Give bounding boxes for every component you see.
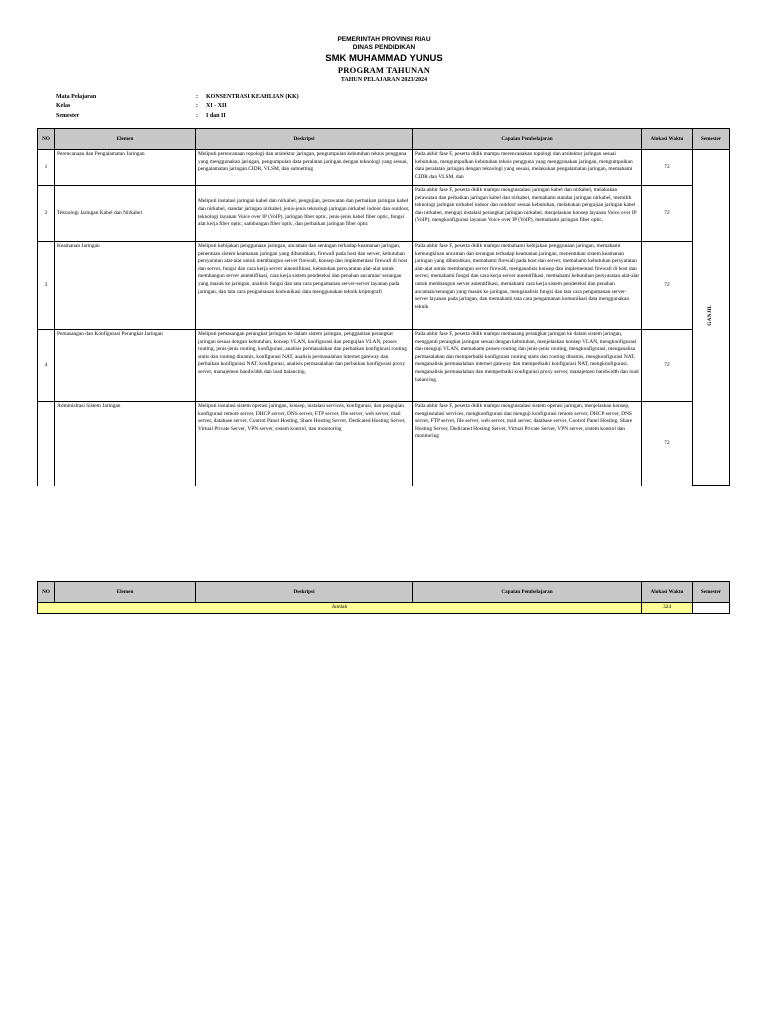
meta-row-semester xyxy=(56,111,299,121)
document-meta xyxy=(56,92,299,121)
row-capaian: Pada akhir fase F, peserta didik mampu memasang perangkat jaringan ke dalam sistem jaringan, mengganti perangkat jaringan sesuai dengan kebutuhan, menjelaskan konsep VLAN, mengkonfigurasi dan menguji VLAN, memahami proses routing dan jenis-jenis routing, mengkonfigurasi, menganalisa permasalahan dan memperbaiki konfigurasi routing statis dan routing dinamis, mengkonfigurasi NAT, menganalisis permasalahan internet gateway dan memperbaiki konfigurasi NAT, mengkonfigurasi, menganalisis permasalahan dan memperbaiki konfigurasi proxy server, manajemen bandwidth dan load balancing. xyxy=(413,330,642,402)
office-name: DINAS PENDIDIKAN xyxy=(352,44,416,51)
column-header-capaian: Capaian Pembelajaran xyxy=(413,129,642,150)
table-row xyxy=(38,150,730,186)
column-header-alokasi: Alokasi Waktu xyxy=(642,582,693,603)
table-row xyxy=(38,402,730,486)
column-header-deskripsi: Deskripsi xyxy=(196,129,413,150)
row-number: 4 xyxy=(38,330,55,402)
row-alokasi: 72 xyxy=(642,242,693,330)
table-header-row xyxy=(38,582,730,603)
government-name: PEMERINTAH PROVINSI RIAU xyxy=(337,36,431,43)
table-row xyxy=(38,186,730,242)
row-number: 3 xyxy=(38,242,55,330)
meta-value: I dan II xyxy=(206,112,226,119)
meta-label: Semester xyxy=(56,112,80,119)
row-capaian: Pada akhir fase F, peserta didik mampu merencanakan topologi dan arsitektur jaringan sesuai kebutuhan, mengumpulkan kebutuhan teknis pengguna yang menggunakan jaringan, mengumpulkan data peralatan jaringan dengan teknologi yang sesuai, melakukan pengalamatan jaringan, memahami CIDR dan VLSM, dan xyxy=(413,150,642,186)
row-deskripsi: Meliputi pemasangan perangkat jaringan ke dalam sistem jaringan, penggantian perangkat jaringan sesuai dengan kebutuhan, konsep VLAN, konfigurasi dan pengujian VLAN, proses routing, jenis-jenis routing, konfigurasi, analisis permasalahan dan perbaikan konfigurasi routing statis dan routing dinamis, konfigurasi NAT, analisis permasalahan internet gateway dan perbaikan konfigurasi NAT, konfigurasi, analisis permasalahan dan perbaikan konfigurasi proxy server, manajemen bandwidth dan load balancing. xyxy=(196,330,413,402)
row-deskripsi: Meliputi instalasi sistem operasi jaringan, konsep, instalasi services, konfigurasi, dan pengujian konfigurasi remote server, DHCP server, DNS server, FTP server, file server, web server, mail server, database server, Control Panel Hosting, Share Hosting Server, Dedicated Hosting Server, Virtual Private Server, VPN server, sistem kontrol, dan monitoring xyxy=(196,402,413,486)
meta-colon: : xyxy=(196,93,198,100)
column-header-semester: Semester xyxy=(693,129,730,150)
document-title: PROGRAM TAHUNAN xyxy=(337,65,431,75)
column-header-capaian: Capaian Pembelajaran xyxy=(413,582,642,603)
table-header-row xyxy=(38,129,730,150)
row-elemen: Teknologi Jaringan Kabel dan Nirkabel xyxy=(55,186,196,242)
meta-row-subject xyxy=(56,92,299,102)
academic-year: TAHUN PELAJARAN 2023/2024 xyxy=(340,77,428,83)
meta-value: XI - XII xyxy=(206,103,227,110)
column-header-elemen: Elemen xyxy=(55,582,196,603)
row-elemen: Perencanaan dan Pengalamatan Jaringan xyxy=(55,150,196,186)
row-elemen: Keamanan Jaringan xyxy=(55,242,196,330)
summary-semester-blank xyxy=(693,603,730,614)
column-header-no: NO xyxy=(38,582,55,603)
program-table xyxy=(37,128,730,486)
row-alokasi: 72 xyxy=(642,402,693,486)
meta-value: KONSENTRASI KEAHLIAN (KK) xyxy=(206,93,299,100)
row-number: 1 xyxy=(38,150,55,186)
row-deskripsi: Meliputi kebijakan penggunaan jaringan, ancaman dan serangan terhadap keamanan jaringan, penentuan sistem keamanan jaringan yang dibutuhkan, firewall pada host dan server, kebutuhan persyaratan alat-alat untuk membangun server firewall, konsep dan implementasi firewall di host dan server, fungsi dan cara kerja server autentifikasi, kebutuhan persyaratan alat-alat untuk membangun server autentifikasi, cara kerja sistem pendeteksi dan penahan ancaman/ serangan yang masuk ke jaringan, analisis fungsi dan tata cara pengamanan server-server layanan pada jaringan, dan tata cara pengamanan komunikasi data menggunakan teknik kriptografi xyxy=(196,242,413,330)
row-alokasi: 72 xyxy=(642,150,693,186)
summary-label: Jumlah xyxy=(38,603,642,614)
column-header-semester: Semester xyxy=(693,582,730,603)
row-alokasi: 72 xyxy=(642,186,693,242)
summary-table xyxy=(37,581,730,614)
document-header xyxy=(0,37,768,85)
row-alokasi: 72 xyxy=(642,330,693,402)
table-row xyxy=(38,330,730,402)
meta-colon: : xyxy=(196,103,198,110)
meta-label: Kelas xyxy=(56,103,71,110)
row-capaian: Pada akhir fase F, peserta didik mampu menginstalasi sistem operasi jaringan, menjelaskan konsep, menginstalasi services, mengkonfigurasi dan menguji konfigurasi remote server, DHCP server, DNS server, FTP server, file server, web server, mail server, database server, Control Panel Hosting, Share Hosting Server, Dedicated Hosting Server, Virtual Private Server, VPN server, sistem kontrol dan monitoring xyxy=(413,402,642,486)
semester-cell xyxy=(693,150,730,486)
meta-colon: : xyxy=(196,112,198,119)
column-header-alokasi: Alokasi Waktu xyxy=(642,129,693,150)
row-elemen: Pemasangan dan Konfigurasi Perangkat Jaringan xyxy=(55,330,196,402)
row-number xyxy=(38,402,55,486)
summary-row xyxy=(38,603,730,614)
row-capaian: Pada akhir fase F, peserta didik mampu memahami kebijakan penggunaan jaringan, memahami kemungkinan ancaman dan serangan terhadap keamanan jaringan, menentukan sistem keamanan jaringan yang dibutuhkan, memahami firewall pada host dan server, memahami kebutuhan persyaratan alat-alat untuk membangun server firewall, menganalisis konsep dan implementasi firewall di host dan server, memahami fungsi dan cara kerja server autentifikasi, memahami kebutuhan persyaratan alat-alat untuk membangun server autentifikasi, memahami cara kerja sistem pendeteksi dan penahan ancaman/serangan yang masuk ke jaringan, menganalisis fungsi dan tata cara pengamanan server-server layanan pada jaringan, dan memahami tata cara pengamanan komunikasi data menggunakan teknik xyxy=(413,242,642,330)
row-elemen: Administrasi Sistem Jaringan xyxy=(55,402,196,486)
row-number: 2 xyxy=(38,186,55,242)
semester-label: GANJIL xyxy=(707,305,714,327)
row-deskripsi: Meliputi perencanaan topologi dan arsitektur jaringan, pengumpulan kebutuhan teknis pengguna yang menggunakan jaringan, pengumpulan data peralatan jaringan dengan teknologi yang sesuai, pengalamatan jaringan CIDR, VLSM, dan subnetting xyxy=(196,150,413,186)
school-name: SMK MUHAMMAD YUNUS xyxy=(325,53,443,64)
row-capaian: Pada akhir fase F, peserta didik mampu menginstalasi jaringan kabel dan nirkabel, melakukan perawatan dan perbaikan jaringan kabel dan nirkabel, memahami standar jaringan nirkabel, memilih teknologi jaringan nirkabel indoor dan outdoor sesuai kebutuhan, melakukan pengujian jaringan kabel dan nirkabel, menguji instalasi perangkat jaringan nirkabel, menjelaskan konsep layanan Voice over IP (VoIP), mengkonfigurasi layanan Voice over IP (VoIP), memahami jaringan fiber optic, xyxy=(413,186,642,242)
meta-row-class xyxy=(56,102,299,112)
column-header-elemen: Elemen xyxy=(55,129,196,150)
row-deskripsi: Meliputi instalasi jaringan kabel dan nirkabel, pengujian, perawatan dan perbaikan jaringan kabel dan nirkabel, standar jaringan nirkabel, jenis-jenis teknologi jaringan nirkabel indoor dan outdoor, teknologi layanan Voice over IP (VoIP), jaringan fiber optic, jenis-jenis kabel fiber optic, fungsi alat kerja fiber optic, sambungan fiber optic, dan perbaikan jaringan fiber optic xyxy=(196,186,413,242)
table-row xyxy=(38,242,730,330)
column-header-no: NO xyxy=(38,129,55,150)
column-header-deskripsi: Deskripsi xyxy=(196,582,413,603)
summary-total: 324 xyxy=(642,603,693,614)
meta-label: Mata Pelajaran xyxy=(56,93,97,100)
